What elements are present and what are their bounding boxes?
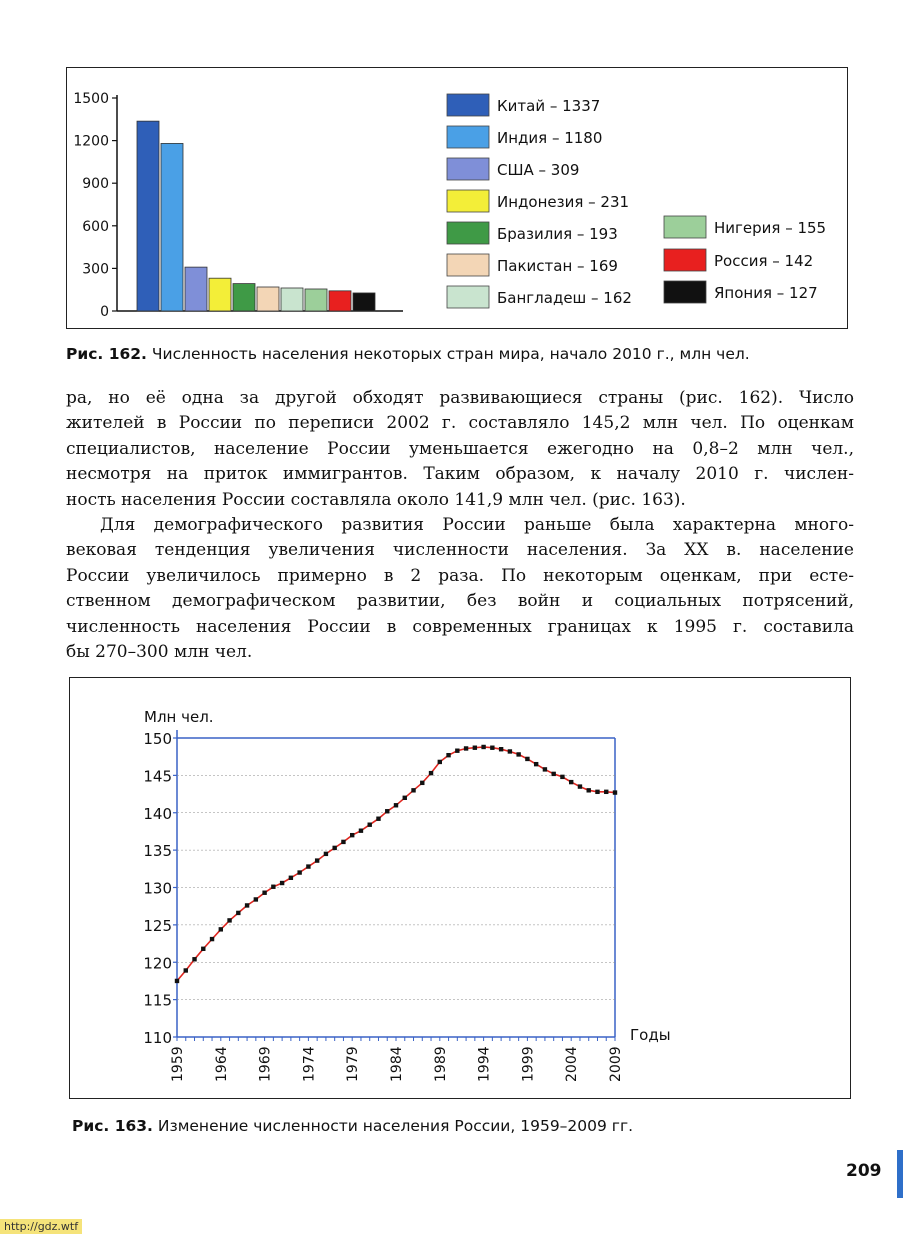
data-point — [499, 747, 503, 751]
population-line — [177, 747, 615, 981]
data-point — [525, 757, 529, 761]
legend-label: Россия – 142 — [714, 252, 814, 270]
legend-swatch — [447, 254, 489, 276]
x-tick-label: 2009 — [608, 1046, 624, 1082]
bar-7 — [281, 288, 303, 311]
figure-163-caption-text: Изменение численности населения России, 1959–2009 гг. — [152, 1117, 634, 1135]
data-point — [455, 749, 459, 753]
data-point — [324, 852, 328, 856]
bar-3 — [185, 267, 207, 311]
x-tick-label: 1979 — [345, 1046, 362, 1082]
bar-9 — [329, 291, 351, 311]
bar-4 — [209, 278, 231, 311]
data-point — [385, 809, 389, 813]
bar-5 — [233, 284, 255, 311]
paragraph-2-line: бы 270–300 млн чел. — [66, 641, 253, 662]
figure-163-caption-number: Рис. 163. — [72, 1117, 153, 1135]
data-point — [332, 846, 336, 850]
y-tick-label: 600 — [82, 218, 109, 235]
figure-162-caption — [66, 345, 750, 363]
data-point — [543, 767, 547, 771]
russia-population-line-chart — [70, 678, 850, 1098]
data-point — [473, 746, 477, 750]
data-point — [446, 753, 450, 757]
data-point — [306, 864, 310, 868]
paragraph-2-line: Для демографического развития России раньше была характерна много- — [100, 515, 854, 535]
data-point — [315, 858, 319, 862]
page-edge-bar — [897, 1150, 903, 1198]
legend-swatch — [447, 286, 489, 308]
paragraph-2-line: России увеличилось примерно в 2 раза. По некоторым оценкам, при есте- — [66, 565, 854, 586]
figure-162-caption-number: Рис. 162. — [66, 345, 147, 363]
bar-10 — [353, 293, 375, 311]
data-point — [350, 833, 354, 837]
data-point — [490, 746, 494, 750]
paragraph-2-line: численность населения России в современных границах к 1995 г. составила — [66, 616, 854, 637]
legend-swatch — [664, 281, 706, 303]
y-tick-label: 115 — [143, 991, 172, 1010]
y-tick-label: 120 — [143, 954, 172, 973]
figure-163-caption — [72, 1117, 633, 1135]
paragraph-1-line: ность населения России составляла около 141,9 млн чел. (рис. 163). — [66, 489, 686, 510]
x-axis-title: Годы — [630, 1026, 671, 1044]
y-tick-label: 150 — [143, 730, 172, 748]
legend-swatch — [447, 94, 489, 116]
data-point — [595, 790, 599, 794]
legend-swatch — [447, 158, 489, 180]
data-point — [534, 762, 538, 766]
legend-label: Китай – 1337 — [497, 97, 601, 115]
figure-162-caption-text: Численность населения некоторых стран мира, начало 2010 г., млн чел. — [146, 345, 750, 363]
watermark-link[interactable]: http://gdz.wtf — [0, 1219, 82, 1234]
bar-2 — [161, 143, 183, 311]
data-point — [219, 927, 223, 931]
paragraph-2-line: ственном демографическом развитии, без войн и социальных потрясений, — [66, 591, 854, 612]
data-point — [403, 796, 407, 800]
legend-label: Япония – 127 — [714, 284, 818, 302]
x-tick-label: 2004 — [564, 1046, 581, 1082]
y-tick-label: 300 — [82, 261, 109, 278]
paragraph-1-line: жителей в России по переписи 2002 г. составляло 145,2 млн чел. По оценкам — [66, 413, 854, 434]
x-tick-label: 1974 — [301, 1046, 318, 1082]
legend-swatch — [447, 126, 489, 148]
x-tick-label: 1994 — [476, 1046, 493, 1082]
x-tick-label: 1999 — [520, 1046, 537, 1082]
population-bar-chart — [67, 68, 847, 328]
data-point — [578, 784, 582, 788]
data-point — [245, 903, 249, 907]
x-tick-label: 1984 — [389, 1046, 405, 1082]
paragraph-1-line: ра, но её одна за другой обходят развивающиеся страны (рис. 162). Число — [66, 388, 854, 408]
y-tick-label: 900 — [82, 176, 109, 193]
legend-label: Бангладеш – 162 — [497, 289, 632, 307]
data-point — [613, 790, 617, 794]
data-point — [516, 752, 520, 756]
data-point — [508, 749, 512, 753]
legend-swatch — [447, 222, 489, 244]
legend-swatch — [664, 216, 706, 238]
data-point — [368, 823, 372, 827]
legend-label: Бразилия – 193 — [497, 225, 618, 243]
y-tick-label: 135 — [143, 842, 172, 861]
legend-swatch — [447, 190, 489, 212]
bar-8 — [305, 289, 327, 311]
data-point — [464, 746, 468, 750]
x-tick-label: 1964 — [213, 1046, 230, 1082]
data-point — [429, 771, 433, 775]
data-point — [175, 979, 179, 983]
legend-label: Пакистан – 169 — [497, 257, 618, 275]
legend-label: США – 309 — [497, 161, 580, 179]
data-point — [297, 870, 301, 874]
paragraph-2 — [66, 513, 854, 665]
data-point — [184, 968, 188, 972]
data-point — [604, 790, 608, 794]
data-point — [289, 876, 293, 880]
y-tick-label: 1200 — [73, 133, 109, 150]
data-point — [569, 780, 573, 784]
data-point — [587, 788, 591, 792]
data-point — [560, 775, 564, 779]
y-tick-label: 125 — [143, 916, 172, 935]
paragraph-1-line: несмотря на приток иммигрантов. Таким образом, к началу 2010 г. числен- — [66, 464, 854, 485]
bar-6 — [257, 287, 279, 311]
x-tick-label: 1959 — [170, 1046, 186, 1082]
x-tick-label: 1969 — [257, 1046, 274, 1082]
data-point — [227, 918, 231, 922]
data-point — [254, 897, 258, 901]
data-point — [192, 957, 196, 961]
paragraph-1-line: специалистов, население России уменьшается ежегодно на 0,8–2 млн чел., — [66, 438, 854, 459]
data-point — [551, 772, 555, 776]
data-point — [236, 911, 240, 915]
data-point — [438, 760, 442, 764]
data-point — [420, 781, 424, 785]
figure-162-frame — [66, 67, 848, 329]
y-tick-label: 145 — [143, 767, 172, 786]
data-point — [359, 828, 363, 832]
data-point — [481, 745, 485, 749]
bar-1 — [137, 121, 159, 311]
legend-label: Индия – 1180 — [497, 129, 603, 147]
x-tick-label: 1989 — [432, 1046, 449, 1082]
data-point — [210, 937, 214, 941]
y-tick-label: 130 — [143, 879, 172, 898]
y-tick-label: 140 — [143, 804, 172, 823]
data-point — [280, 881, 284, 885]
data-point — [341, 840, 345, 844]
legend-swatch — [664, 249, 706, 271]
data-point — [262, 891, 266, 895]
figure-163-frame — [69, 677, 851, 1099]
data-point — [411, 788, 415, 792]
data-point — [376, 817, 380, 821]
y-tick-label: 1500 — [73, 91, 109, 107]
data-point — [394, 803, 398, 807]
paragraph-2-line: вековая тенденция увеличения численности населения. За XX в. население — [66, 540, 854, 561]
legend-label: Нигерия – 155 — [714, 219, 827, 237]
legend-label: Индонезия – 231 — [497, 193, 630, 211]
paragraph-1 — [66, 386, 854, 513]
y-tick-label: 110 — [143, 1029, 172, 1047]
page-number: 209 — [846, 1161, 882, 1181]
y-axis-title: Млн чел. — [144, 708, 214, 726]
data-point — [271, 885, 275, 889]
data-point — [201, 947, 205, 951]
y-tick-label: 0 — [100, 304, 109, 320]
